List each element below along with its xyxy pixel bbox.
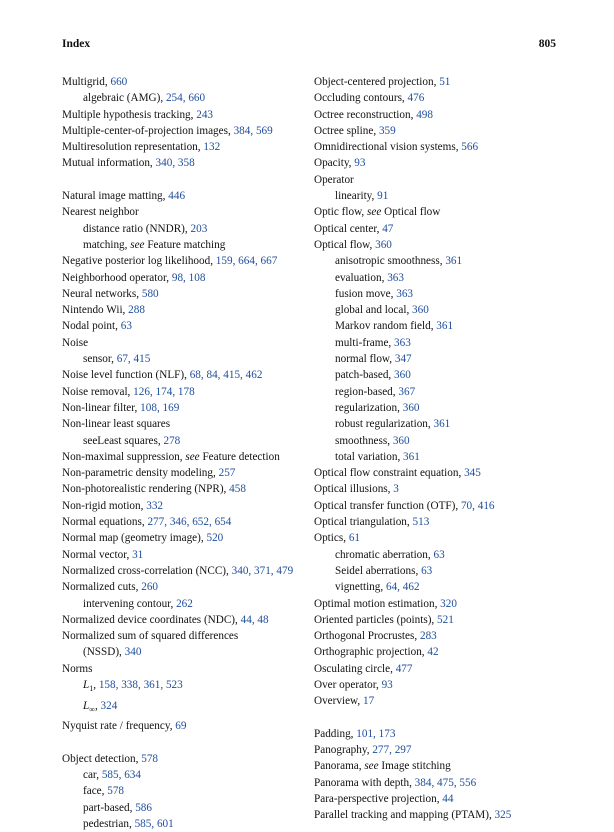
entry-term: Neighborhood operator, [62,271,172,284]
entry-term: Parallel tracking and mapping (PTAM), [314,809,495,822]
index-entry [62,155,312,171]
page-references: 347 [394,353,412,366]
page-references: 345 [464,467,481,480]
index-entry [62,188,312,204]
index-subentry [314,563,564,579]
index-entry [314,758,564,774]
math-subscript: 1 [89,684,94,694]
entry-term: region-based, [335,385,399,398]
page-references: 47 [382,222,394,235]
page-references: 324 [100,699,118,712]
entry-term: Optics, [314,532,349,545]
index-entry [62,74,312,90]
page-references: 69 [175,720,187,733]
index-entry [314,530,564,546]
index-entry [62,286,312,302]
index-subentry [62,816,312,832]
entry-term: Object-centered projection, [314,76,440,88]
page-references: 585, 601 [134,817,174,830]
see-reference: see [130,238,145,251]
entry-term: Occluding contours, [314,92,408,105]
page-references: 363 [394,336,411,349]
page-references: 384, 569 [233,124,273,137]
page-references: 586 [135,801,152,814]
see-reference: see [367,206,382,219]
entry-term: Optical center, [314,222,383,235]
page-references: 159, 664, 667 [215,255,278,268]
index-entry [314,221,564,237]
index-subentry [314,367,564,383]
entry-term: face, [83,785,108,798]
index-letter-gap [62,734,312,750]
page-references: 580 [141,287,159,300]
entry-term: Noise removal, [62,385,134,398]
entry-term: vignetting, [335,581,386,594]
entry-term: Octree reconstruction, [314,108,417,121]
entry-cross-ref: Feature matching [144,238,226,251]
entry-term: Panorama with depth, [314,776,415,789]
entry-term: Osculating circle, [314,662,396,675]
index-entry [62,465,312,481]
index-entry [314,172,564,188]
entry-term: Negative posterior log likelihood, [62,255,216,268]
page-references: 61 [348,532,360,545]
index-entry [62,718,312,734]
page-references: 51 [439,76,451,88]
index-entry [314,74,564,90]
math-symbol: $L_\infty$ [83,699,95,714]
index-entry [62,751,312,767]
index-entry [62,579,312,595]
entry-term: global and local, [335,304,413,317]
page-references: 477 [395,662,413,675]
index-entry [314,90,564,106]
page-references: 360 [412,304,429,317]
index-entry [62,123,312,139]
entry-term: Multiple hypothesis tracking, [62,108,197,121]
page-references: 360 [392,434,410,447]
entry-term: Non-photorealistic rendering (NPR), [62,483,230,496]
entry-term: Overview, [314,695,363,708]
index-subentry [314,270,564,286]
page-references: 361 [445,255,463,268]
entry-term: Optimal motion estimation, [314,597,441,610]
entry-term: Oriented particles (points), [314,613,438,626]
index-subentry [314,253,564,269]
index-entry [314,693,564,709]
page-references: 361 [436,320,454,333]
entry-term: Nintendo Wii, [62,304,129,317]
entry-term: linearity, [335,190,378,203]
entry-term: evaluation, [335,271,388,284]
index-entry [314,661,564,677]
page-references: 277, 346, 652, 654 [147,516,232,529]
index-subentry [314,547,564,563]
index-entry [62,253,312,269]
page-references: 98, 108 [171,271,206,284]
index-entry [314,628,564,644]
page-references: 332 [146,499,163,512]
index-subentry [314,449,564,465]
page-references: 243 [196,108,214,121]
index-entry [314,107,564,123]
index-column-right [314,74,564,824]
entry-term: pedestrian, [83,817,135,830]
entry-term: Multiple-center-of-projection images, [62,124,234,137]
page-number: 805 [538,38,556,50]
index-entry [62,514,312,530]
entry-term: Normalized cross-correlation (NCC), [62,564,232,577]
page-references: 283 [419,630,437,643]
page-references: 260 [141,581,159,594]
page-references: 360 [375,238,392,251]
page-references: 320 [440,597,457,610]
page-references: 203 [190,222,208,235]
math-subscript: ∞ [89,704,95,714]
page-references: 42 [427,646,439,659]
entry-term: Non-linear filter, [62,401,141,414]
page-references: 257 [218,467,236,480]
page-references: 67, 415 [116,353,151,366]
index-entry [62,107,312,123]
page-references: 158, 338, 361, 523 [98,678,183,691]
entry-term: Non-linear least squares [62,418,171,431]
index-subentry [314,351,564,367]
page-references: 513 [412,516,430,529]
index-entry [314,612,564,628]
index-subentry [62,783,312,799]
page-references: 70, 416 [460,499,495,512]
page-references: 64, 462 [385,581,420,594]
page-references: 101, 173 [356,727,396,740]
index-letter-gap [62,172,312,188]
index-entry [62,661,312,677]
entry-term: Natural image matting, [62,190,169,203]
index-entry [62,335,312,351]
entry-term: Optic flow, [314,206,368,219]
entry-term: , [94,699,101,712]
index-subentry [314,384,564,400]
index-entry [314,677,564,693]
page-references: 3 [393,483,399,496]
entry-term: Non-maximal suppression, [62,450,186,463]
index-entry [62,481,312,497]
page-references: 278 [163,434,181,447]
index-entry [314,775,564,791]
entry-term: Optical triangulation, [314,516,413,529]
index-entry [62,367,312,383]
index-subentry [62,221,312,237]
entry-term: Para-perspective projection, [314,793,443,806]
entry-term: patch-based, [335,369,395,382]
entry-term: Over operator, [314,678,382,691]
entry-term: algebraic (AMG), [83,92,166,105]
page-references: 360 [394,369,411,382]
page-references: 566 [461,141,479,154]
entry-cross-ref: Image stitching [378,760,451,773]
index-entry [314,596,564,612]
see-reference: see [185,450,200,463]
index-subentry [62,698,312,719]
page-references: 361 [433,418,451,431]
page-references: 363 [387,271,404,284]
page-references: 63 [421,564,433,577]
page-references: 288 [128,304,145,317]
entry-term: car, [83,768,102,781]
entry-term: Noise level function (NLF), [62,369,190,382]
index-entry [62,498,312,514]
index-subentry [62,433,312,449]
index-entry [62,547,312,563]
entry-term: anisotropic smoothness, [335,255,446,268]
entry-term: Noise [62,336,89,349]
page-references: 578 [107,785,124,798]
entry-term: Optical flow, [314,238,376,251]
page-references: 262 [176,597,193,610]
entry-term: Panography, [314,744,373,757]
page-references: 44 [442,793,454,806]
entry-term: Normalized device coordinates (NDC), [62,613,241,626]
page-references: 458 [229,483,246,496]
entry-term: Normalized sum of squared differences [62,630,239,643]
entry-term: Octree spline, [314,124,379,137]
index-entry [62,530,312,546]
page-references: 340, 358 [155,157,195,170]
index-subentry [314,286,564,302]
index-column-left [62,74,312,832]
index-entry [314,791,564,807]
entry-term: Non-rigid motion, [62,499,147,512]
page-references: 578 [141,752,158,765]
page-references: 476 [407,92,425,105]
entry-term: total variation, [335,450,404,463]
index-subentry [62,677,312,698]
entry-term: Norms [62,662,93,675]
index-entry [62,270,312,286]
entry-term: Orthographic projection, [314,646,428,659]
entry-term: Normal equations, [62,516,148,529]
page-references: 361 [403,450,420,463]
index-entry [62,318,312,334]
page-references: 498 [416,108,433,121]
entry-term: Orthogonal Procrustes, [314,630,420,643]
entry-term: matching, [83,238,131,251]
page-references: 360 [402,401,420,414]
index-entry [314,498,564,514]
entry-cross-ref: Optical flow [381,206,441,219]
page-references: 91 [377,190,389,203]
page-references: 585, 634 [101,768,141,781]
index-subentry [314,318,564,334]
index-entry [314,237,564,253]
index-entry [62,563,312,579]
entry-term: Mutual information, [62,157,156,170]
entry-term: Normal map (geometry image), [62,532,207,545]
entry-term: smoothness, [335,434,393,447]
index-entry [314,807,564,823]
entry-term: Omnidirectional vision systems, [314,141,462,154]
index-entry [314,139,564,155]
entry-term: part-based, [83,801,136,814]
entry-term: Object detection, [62,752,142,765]
entry-term: , [93,678,99,691]
entry-term: Panorama, [314,760,365,773]
index-subentry [314,433,564,449]
index-subentry [62,237,312,253]
entry-term: Seidel aberrations, [335,564,422,577]
page-references: 63 [120,320,132,333]
math-symbol: $L_1$ [83,678,94,694]
entry-term: distance ratio (NNDR), [83,222,191,235]
running-title: Index [62,38,91,50]
entry-term: Non-parametric density modeling, [62,467,219,480]
entry-term: Nearest neighbor [62,206,139,219]
index-subentry [62,596,312,612]
page-references: 367 [398,385,416,398]
index-subentry [314,579,564,595]
index-entry [62,302,312,318]
index-entry [314,155,564,171]
index-subentry [62,767,312,783]
index-subentry [62,90,312,106]
entry-term: Normal vector, [62,548,133,561]
entry-term: Neural networks, [62,287,142,300]
page-references: 68, 84, 415, 462 [189,369,263,382]
page-references: 254, 660 [165,92,206,105]
index-entry [62,204,312,220]
entry-term: Optical illusions, [314,483,394,496]
index-subentry [314,188,564,204]
entry-term: robust regularization, [335,418,434,431]
index-subentry [314,416,564,432]
entry-term: Multigrid, [62,76,111,88]
entry-term: Markov random field, [335,320,437,333]
page-references: 359 [378,124,396,137]
page-header [62,38,556,50]
entry-term: Multiresolution representation, [62,141,204,154]
entry-term: normal flow, [335,353,395,366]
page-references: 520 [206,532,224,545]
index-subentry [314,400,564,416]
entry-term: seeLeast squares, [83,434,164,447]
index-entry [62,139,312,155]
index-entry [314,204,564,220]
page-references: 446 [168,190,186,203]
index-entry [62,449,312,465]
page-references: 93 [381,678,393,691]
entry-term: Operator [314,173,354,186]
index-entry [62,400,312,416]
page-references: 340 [124,646,142,659]
index-subentry [62,800,312,816]
entry-term: chromatic aberration, [335,548,434,561]
index-subentry [314,335,564,351]
index-entry [314,726,564,742]
index-subentry [314,302,564,318]
page-references: 277, 297 [372,744,412,757]
entry-term: Nodal point, [62,320,121,333]
entry-term: (NSSD), [83,646,125,659]
page-references: 363 [396,287,413,300]
index-entry [314,514,564,530]
index-entry [314,481,564,497]
entry-term: Opacity, [314,157,355,170]
entry-term: regularization, [335,401,403,414]
page-references: 17 [362,695,375,708]
entry-term: sensor, [83,353,117,366]
index-entry [62,416,312,432]
page-references: 340, 371, 479 [231,564,294,577]
page-references: 31 [132,548,144,561]
entry-term: Normalized cuts, [62,581,142,594]
index-entry [314,465,564,481]
page-references: 44, 48 [240,613,269,626]
index-subentry [62,644,312,660]
index-entry [314,644,564,660]
entry-term: multi-frame, [335,336,395,349]
see-reference: see [364,760,379,773]
index-entry [62,384,312,400]
index-subentry [62,351,312,367]
entry-term: intervening contour, [83,597,177,610]
entry-term: Nyquist rate / frequency, [62,720,176,733]
page-references: 384, 475, 556 [414,776,477,789]
entry-term: fusion move, [335,287,397,300]
page-references: 108, 169 [140,401,180,414]
entry-cross-ref: Feature detection [199,450,280,463]
entry-term: Padding, [314,727,357,740]
page-references: 126, 174, 178 [133,385,195,398]
page-references: 63 [433,548,445,561]
entry-term: Optical flow constraint equation, [314,467,465,480]
page-references: 93 [354,157,366,170]
page-references: 325 [494,809,512,822]
page-references: 660 [110,76,128,88]
entry-term: Optical transfer function (OTF), [314,499,461,512]
index-entry [314,123,564,139]
index-entry [314,742,564,758]
index-entry [62,628,312,644]
page-references: 132 [203,141,221,154]
page-references: 521 [437,613,454,626]
index-entry [62,612,312,628]
index-letter-gap [314,710,564,726]
